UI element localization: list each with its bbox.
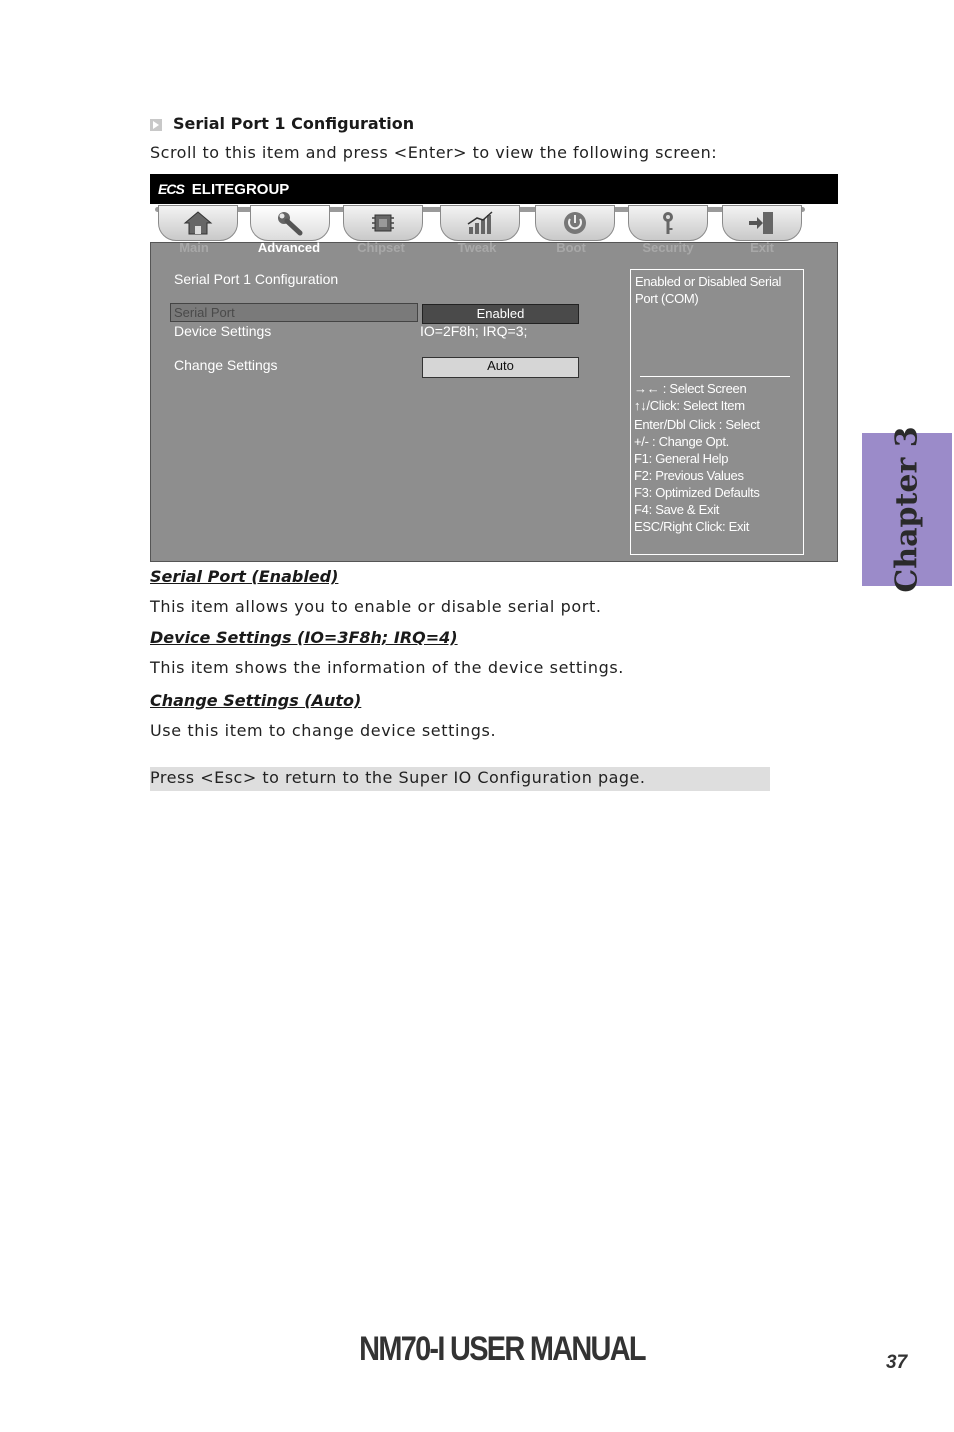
help-divider [640,376,790,377]
tab-label-advanced[interactable]: Advanced [257,240,321,255]
help-text-line-1: Enabled or Disabled Serial [635,274,782,289]
note-bar: Press <Esc> to return to the Super IO Configuration page. [150,767,770,791]
chapter-tab [862,426,952,593]
manual-title: NM70-I USER MANUAL [359,1330,645,1368]
intro-text: Scroll to this item and press <Enter> to view the following screen: [150,143,718,162]
section-title: Serial Port 1 Configuration [173,114,415,133]
tab-label-exit[interactable]: Exit [750,240,774,255]
key-hint: ↑↓/Click: Select Item [634,398,745,413]
serial-port-label[interactable]: Serial Port [174,305,235,320]
bios-page-title: Serial Port 1 Configuration [174,271,339,287]
power-icon [560,210,590,236]
device-settings-heading: Device Settings (IO=3F8h; IRQ=4) [150,628,458,647]
serial-port-description: This item allows you to enable or disable serial port. [150,597,602,616]
tab-exit[interactable] [722,205,802,241]
key-hint: →← : Select Screen [634,381,747,396]
tab-label-main[interactable]: Main [179,240,209,255]
chip-icon [368,210,398,236]
tab-boot[interactable] [535,205,615,241]
section-arrow-icon [150,119,162,131]
chart-icon [465,210,495,236]
key-hint: F3: Optimized Defaults [634,485,760,500]
key-hint: F2: Previous Values [634,468,744,483]
key-hint: ESC/Right Click: Exit [634,519,750,534]
ecs-logo: ECS [158,181,184,197]
key-hint: Enter/Dbl Click : Select [634,417,760,432]
home-icon [183,210,213,236]
device-settings-label: Device Settings [174,323,272,339]
tab-tweak[interactable] [440,205,520,241]
exit-icon [747,210,777,236]
change-settings-description: Use this item to change device settings. [150,721,497,740]
change-settings-heading: Change Settings (Auto) [150,691,362,710]
device-settings-value: IO=2F8h; IRQ=3; [420,323,528,339]
bios-header [150,174,838,204]
tab-advanced[interactable] [250,205,330,241]
tab-chipset[interactable] [343,205,423,241]
tab-label-security[interactable]: Security [642,240,694,255]
brand-name: ELITEGROUP [191,180,290,198]
tab-main[interactable] [158,205,238,241]
key-hint: F1: General Help [634,451,729,466]
change-settings-value[interactable]: Auto [422,357,579,378]
key-icon [653,210,683,236]
help-text-line-2: Port (COM) [635,291,699,306]
tab-label-boot[interactable]: Boot [556,240,586,255]
page-number: 37 [886,1352,908,1373]
serial-port-value[interactable]: Enabled [422,304,579,324]
key-hint: F4: Save & Exit [634,502,720,517]
change-settings-label[interactable]: Change Settings [174,357,278,373]
device-settings-description: This item shows the information of the device settings. [150,658,624,677]
tab-security[interactable] [628,205,708,241]
wrench-icon [275,210,305,236]
serial-port-heading: Serial Port (Enabled) [150,567,339,586]
key-hint: +/- : Change Opt. [634,434,729,449]
tab-label-tweak[interactable]: Tweak [457,240,497,255]
tab-label-chipset[interactable]: Chipset [357,240,405,255]
chapter-label: Chapter 3 [889,426,925,593]
